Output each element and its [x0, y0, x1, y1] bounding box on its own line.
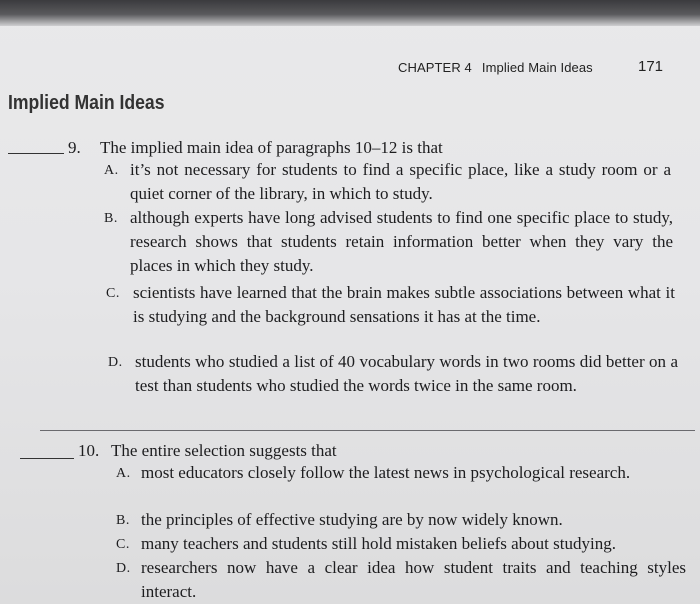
question-stem: The implied main idea of paragraphs 10–12 is that — [100, 138, 443, 157]
option-text: many teachers and students still hold mistaken beliefs about studying. — [141, 534, 616, 553]
question-number: 9. — [68, 138, 81, 157]
option-letter: D. — [116, 561, 131, 576]
photo-top-edge — [0, 0, 700, 26]
question-number: 10. — [78, 441, 100, 460]
option-text: scientists have learned that the brain makes subtle associations between what it is studying and the background sensations it has at the time. — [133, 283, 675, 326]
chapter-title: Implied Main Ideas — [481, 60, 593, 75]
option-text: most educators closely follow the latest news in psychological research. — [141, 463, 631, 482]
option-letter: A. — [104, 163, 119, 178]
option-text: although experts have long advised students to find one specific place to study, research shows that students retain information better when they vary the places in which they study. — [130, 208, 673, 275]
section-divider — [40, 430, 695, 431]
option-letter: C. — [106, 286, 120, 301]
chapter-label — [398, 60, 593, 75]
option-letter: C. — [116, 537, 130, 552]
option-text: it’s not necessary for students to find a specific place, like a study room or a quiet corner of the library, in which to study. — [130, 160, 671, 203]
page-number: 171 — [638, 58, 664, 75]
option-text: students who studied a list of 40 vocabulary words in two rooms did better on a test than students who studied the words twice in the same room. — [135, 352, 678, 395]
chapter-number: CHAPTER 4 — [398, 60, 472, 75]
question-stem: The entire selection suggests that — [111, 441, 337, 460]
running-header — [0, 58, 700, 80]
option-letter: B. — [116, 513, 130, 528]
section-title: Implied Main Ideas — [8, 92, 165, 114]
answer-blank-q9 — [8, 153, 64, 154]
option-letter: D. — [108, 355, 123, 370]
answer-blank-q10 — [20, 458, 74, 459]
option-letter: A. — [116, 466, 131, 481]
option-letter: B. — [104, 211, 118, 226]
option-text: researchers now have a clear idea how student traits and teaching styles interact. — [141, 558, 686, 601]
option-text: the principles of effective studying are by now widely known. — [141, 510, 563, 529]
